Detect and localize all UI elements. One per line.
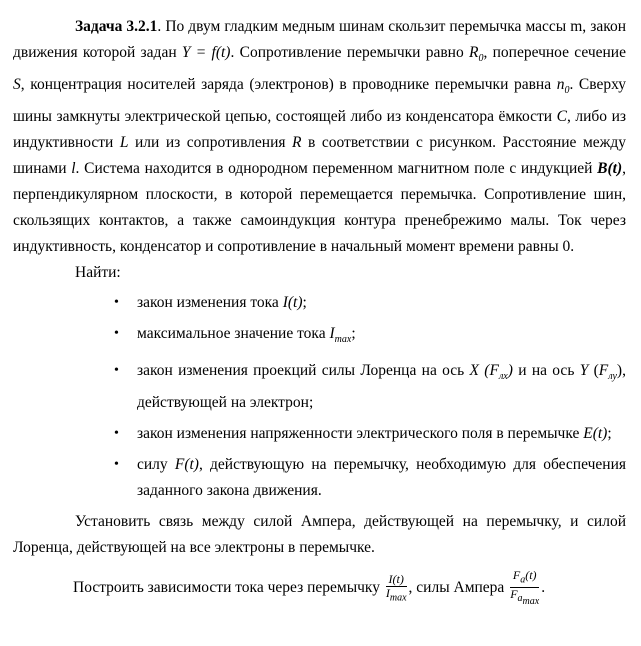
current-ratio-fraction: $\frac{I(t)}{I_{max}}$ — [385, 572, 407, 604]
bullet-icon: • — [114, 363, 119, 379]
find-heading: Найти: — [75, 264, 121, 282]
list-item: • закон изменения тока I(t); — [13, 290, 626, 316]
task-page — [13, 14, 626, 608]
bullet-icon: • — [114, 295, 119, 311]
ampere-force-ratio-fraction: $\frac{F_a(t)}{F_{a_{max}}}$ — [510, 568, 540, 608]
plot-instruction: Построить зависимости тока через перемычку $\frac{I(t)}{I_{max}}$ , силы Ампера $\frac{F_a(t)}{F_{a_{max}}}$ . — [73, 568, 546, 608]
list-item: • закон изменения напряженности электрического поля в перемычке E(t); — [13, 421, 626, 447]
find-list — [13, 290, 626, 504]
task-title: Задача 3.2.1 — [75, 18, 158, 35]
bullet-icon: • — [114, 326, 119, 342]
list-item: • закон изменения проекций силы Лоренца на ось X $(F_{лх})$ и на ось Y $(F_{лу})$, действующей на электрон; — [13, 358, 626, 416]
relation-paragraph: Установить связь между силой Ампера, действующей на перемычку, и силой Лоренца, действующей на все электроны в перемычке. — [13, 513, 626, 557]
bullet-icon: • — [114, 457, 119, 473]
list-item: • максимальное значение тока $I_{max}$; — [13, 321, 626, 353]
task-intro-paragraph: Задача 3.2.1. По двум гладким медным шинам скользит перемычка массы m, закон движения которой задан Y = f(t). Сопротивление перемычки равно $R_0$, поперечное сечение S, концентрация носителей заряда (электронов) в проводнике перемычки равна $n_0$. Сверху шины замкнуты электрической цепью, состоящей либо из конденсатора ёмкости C, либо из индуктивности L или из сопротивления R в соответствии с рисунком. Расстояние между шинами l. Система находится в однородном переменном магнитном поле с индукцией B(t), перпендикулярном плоскости, в которой перемещается перемычка. Сопротивление шин, скользящих контактов, а также самоиндукция контура пренебрежимо малы. Ток через индуктивность, конденсатор и сопротивление в начальный момент времени равны 0. — [13, 18, 627, 256]
bullet-icon: • — [114, 426, 119, 442]
list-item: • силу F(t), действующую на перемычку, необходимую для обеспечения заданного закона движения. — [13, 452, 626, 504]
